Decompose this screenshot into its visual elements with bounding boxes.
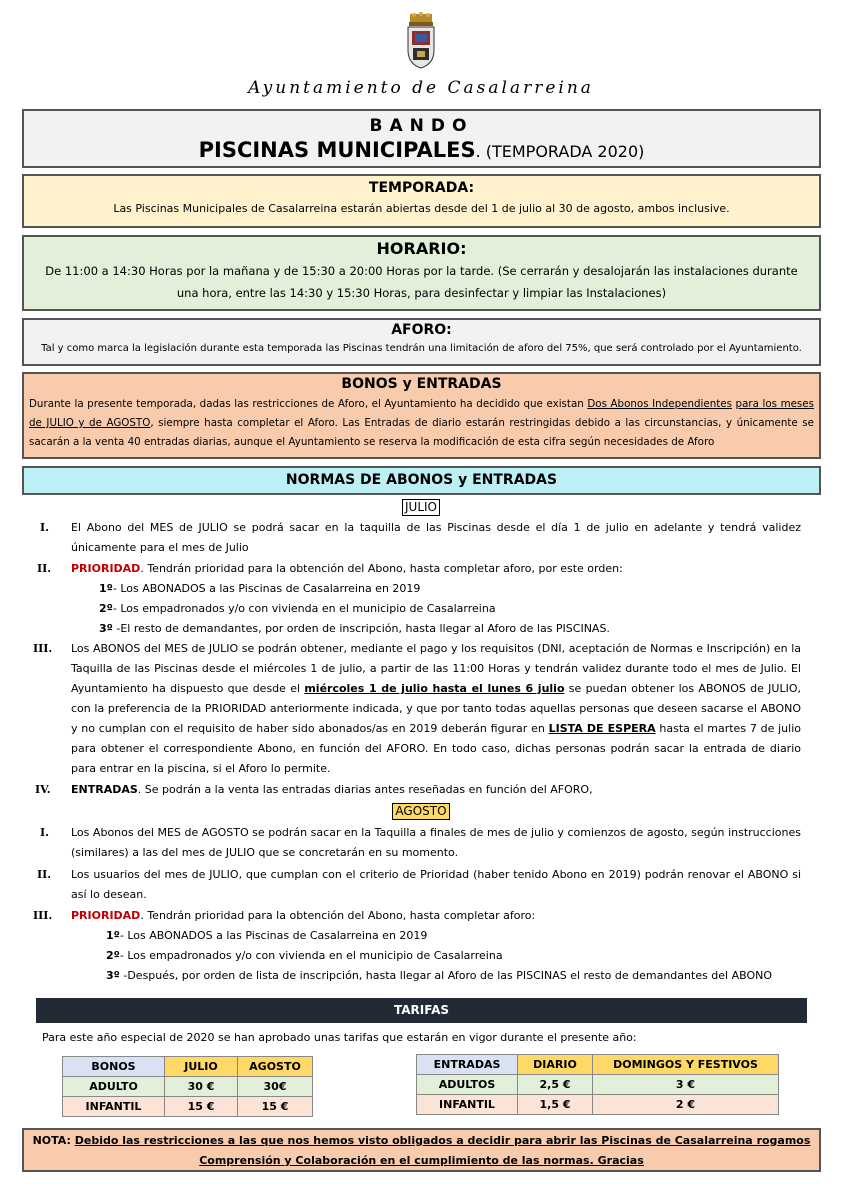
horario-section: [22, 235, 821, 311]
temporada-text: Las Piscinas Municipales de Casalarreina estarán abiertas desde del 1 de julio al 30 de agosto, ambos inclusive.: [113, 202, 730, 215]
table-row: INFANTIL 15 € 15 €: [63, 1097, 313, 1117]
julio-label: JULIO: [0, 499, 842, 516]
entradas-table: [416, 1054, 779, 1115]
priority-item: 3º -El resto de demandantes, por orden de inscripción, hasta llegar al Aforo de las PISCINAS.: [99, 622, 610, 635]
tarifas-intro: Para este año especial de 2020 se han aprobado unas tarifas que estarán en vigor durante el presente año:: [42, 1031, 637, 1044]
table-row: ENTRADAS DIARIO DOMINGOS Y FESTIVOS: [417, 1055, 779, 1075]
table-row: ADULTOS 2,5 € 3 €: [417, 1075, 779, 1095]
title-box: [22, 109, 821, 168]
table-row: ADULTO 30 € 30€: [63, 1077, 313, 1097]
normas-heading: NORMAS DE ABONOS y ENTRADAS: [285, 472, 558, 488]
nota-box: [22, 1128, 821, 1172]
bonos-heading: BONOS y ENTRADAS: [341, 376, 502, 392]
priority-item: 1º- Los ABONADOS a las Piscinas de Casalarreina en 2019: [106, 929, 428, 942]
title-season: (TEMPORADA 2020): [485, 142, 645, 161]
temporada-section: [22, 174, 821, 228]
bando-heading: BANDO: [369, 116, 474, 136]
coat-of-arms-icon: [404, 12, 438, 70]
page-title: PISCINAS MUNICIPALES. (TEMPORADA 2020): [198, 138, 645, 162]
aforo-section: [22, 318, 821, 366]
municipality-name: Ayuntamiento de Casalarreina: [248, 78, 594, 98]
nota-text: Debido las restricciones a las que nos hemos visto obligados a decidir para abrir las Piscinas de Casalarreina rogamos Comprensión y Colaboración en el cumplimiento de las normas. Gracias: [74, 1134, 811, 1167]
priority-item: 1º- Los ABONADOS a las Piscinas de Casalarreina en 2019: [99, 582, 421, 595]
aforo-heading: AFORO:: [391, 322, 452, 338]
nota-label: NOTA:: [32, 1134, 71, 1147]
bonos-table: [62, 1056, 313, 1117]
aforo-text: Tal y como marca la legislación durante esta temporada las Piscinas tendrán una limitación de aforo del 75%, que será controlado por el Ayuntamiento.: [41, 343, 802, 354]
normas-section: [22, 466, 821, 495]
tarifas-heading: TARIFAS: [36, 998, 807, 1023]
temporada-heading: TEMPORADA:: [368, 180, 475, 196]
priority-item: 2º- Los empadronados y/o con vivienda en el municipio de Casalarreina: [99, 602, 496, 615]
agosto-label: AGOSTO: [0, 803, 842, 820]
table-row: INFANTIL 1,5 € 2 €: [417, 1095, 779, 1115]
title-main: PISCINAS MUNICIPALES: [198, 138, 476, 162]
priority-item: 3º -Después, por orden de lista de inscripción, hasta llegar al Aforo de las PISCINAS el resto de demandantes del ABONO: [106, 969, 773, 982]
table-row: BONOS JULIO AGOSTO: [63, 1057, 313, 1077]
priority-item: 2º- Los empadronados y/o con vivienda en el municipio de Casalarreina: [106, 949, 503, 962]
bonos-text: Durante la presente temporada, dadas las restricciones de Aforo, el Ayuntamiento ha decidido que existan Dos Abonos Independientes para los meses de JULIO y de AGOSTO, siempre hasta completar el Aforo. Las Entradas de diario estarán restringidas debido a las circunstancias, y únicamente se sacarán a la venta 40 entradas diarias, aunque el Ayuntamiento se reserva la modificación de esta cifra según necesidades de Aforo: [29, 398, 815, 448]
bonos-section: [22, 372, 821, 459]
horario-heading: HORARIO:: [376, 239, 467, 258]
horario-text: De 11:00 a 14:30 Horas por la mañana y de 15:30 a 20:00 Horas por la tarde. (Se cerrarán y desalojarán las instalaciones durante una hora, entre las 14:30 y 15:30 Horas, para desinfectar y limpiar las Instalaciones): [45, 264, 798, 300]
